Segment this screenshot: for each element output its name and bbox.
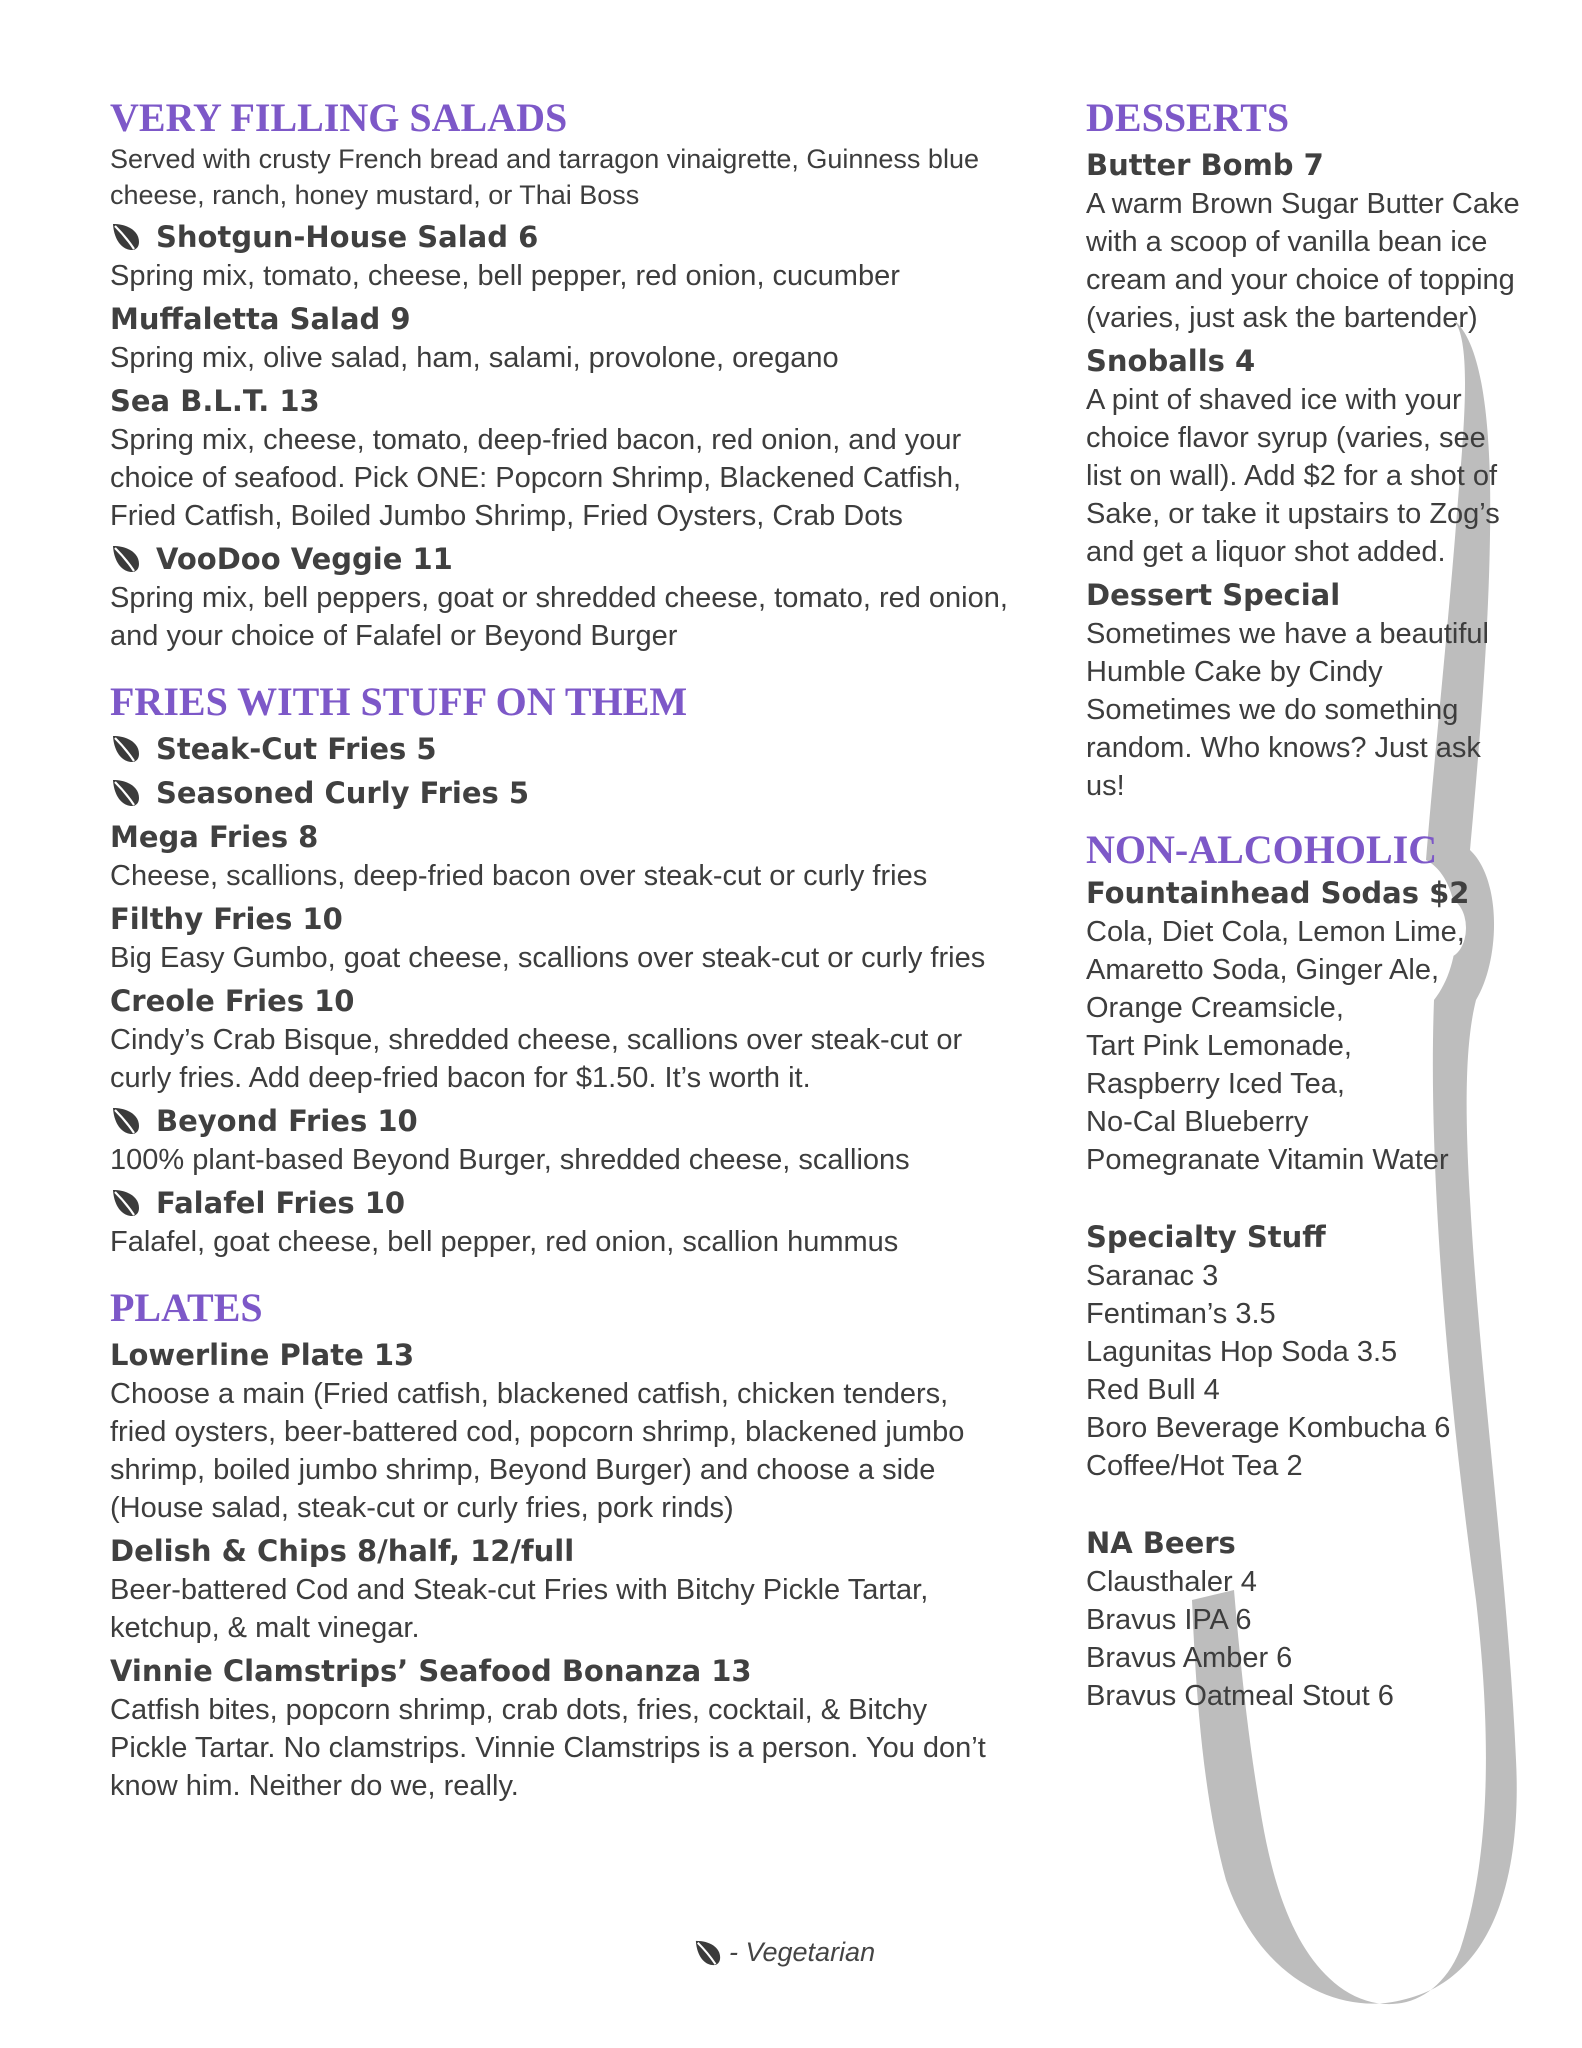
menu-item-name (110, 1183, 1010, 1223)
menu-item-name (110, 381, 1010, 421)
menu-section (110, 95, 1010, 655)
menu-item-name (110, 299, 1010, 339)
menu-item-label: Filthy Fries 10 (110, 902, 343, 936)
menu-item-label: Mega Fries 8 (110, 820, 319, 854)
dessert-description: A pint of shaved ice with your choice flavor syrup (varies, see list on wall). Add $2 for a shot of Sake, or take it upstairs to Zog’s and get a liquor shot added. (1086, 384, 1500, 568)
menu-item-label: Vinnie Clamstrips’ Seafood Bonanza 13 (110, 1654, 752, 1688)
drink-group-heading: NA Beers (1086, 1526, 1236, 1560)
dessert-name (1086, 341, 1526, 381)
spacer (1086, 1179, 1526, 1217)
leaf-icon (110, 734, 142, 764)
non-alcoholic-section (1086, 827, 1526, 1715)
drink-item: Bravus IPA 6 (1086, 1604, 1252, 1636)
legend-label: - Vegetarian (729, 1937, 876, 1967)
menu-item-description: Spring mix, tomato, cheese, bell pepper, red onion, cucumber (110, 260, 900, 292)
drink-item: Boro Beverage Kombucha 6 (1086, 1412, 1451, 1444)
menu-item-label: Lowerline Plate 13 (110, 1338, 415, 1372)
dessert-description: Sometimes we have a beautiful Humble Cake by Cindy Sometimes we do something random. Who knows? Just ask us! (1086, 618, 1489, 802)
drink-item: Lagunitas Hop Soda 3.5 (1086, 1336, 1398, 1368)
menu-item-description: Spring mix, olive salad, ham, salami, provolone, oregano (110, 342, 839, 374)
menu-item-name (110, 1335, 1010, 1375)
leaf-icon (110, 778, 142, 808)
drink-group-heading: Specialty Stuff (1086, 1220, 1326, 1254)
drink-item: Bravus Amber 6 (1086, 1642, 1293, 1674)
leaf-icon (110, 1106, 142, 1136)
menu-item-label: Falafel Fries 10 (156, 1186, 406, 1220)
desserts-section (1086, 95, 1526, 805)
menu-item-name (110, 773, 1010, 813)
section-title: VERY FILLING SALADS (110, 95, 568, 140)
menu-item-description: 100% plant-based Beyond Burger, shredded cheese, scallions (110, 1144, 910, 1176)
leaf-icon (110, 1188, 142, 1218)
menu-item-name (110, 817, 1010, 857)
drink-item: Coffee/Hot Tea 2 (1086, 1450, 1303, 1482)
menu-item-name (110, 1101, 1010, 1141)
section-title: FRIES WITH STUFF ON THEM (110, 679, 688, 724)
leaf-icon (693, 1939, 723, 1967)
menu-item-name (110, 981, 1010, 1021)
drink-item: Clausthaler 4 (1086, 1566, 1257, 1598)
menu-item-description: Spring mix, bell peppers, goat or shredded cheese, tomato, red onion, and your choice of Falafel or Beyond Burger (110, 582, 1008, 652)
menu-item-label: Sea B.L.T. 13 (110, 384, 320, 418)
menu-item-name (110, 539, 1010, 579)
menu-item-description: Big Easy Gumbo, goat cheese, scallions over steak-cut or curly fries (110, 942, 986, 974)
dessert-label: Snoballs 4 (1086, 344, 1256, 378)
menu-item-name (110, 217, 1010, 257)
menu-item-description: Beer-battered Cod and Steak-cut Fries with Bitchy Pickle Tartar, ketchup, & malt vinegar. (110, 1574, 929, 1644)
section-intro: Served with crusty French bread and tarragon vinaigrette, Guinness blue cheese, ranch, honey mustard, or Thai Boss (110, 144, 979, 210)
menu-item-description: Cheese, scallions, deep-fried bacon over steak-cut or curly fries (110, 860, 928, 892)
drink-item: Raspberry Iced Tea, (1086, 1068, 1345, 1100)
menu-item-label: VooDoo Veggie 11 (156, 542, 453, 576)
left-column (110, 95, 1010, 1805)
drink-item: Red Bull 4 (1086, 1374, 1220, 1406)
spacer (1086, 1485, 1526, 1523)
leaf-icon (110, 544, 142, 574)
right-column (1086, 95, 1526, 1715)
dessert-description: A warm Brown Sugar Butter Cake with a scoop of vanilla bean ice cream and your choice of topping (varies, just ask the bartender) (1086, 188, 1520, 334)
menu-item-description: Choose a main (Fried catfish, blackened catfish, chicken tenders, fried oysters, beer-battered cod, popcorn shrimp, blackened jumbo shrimp, boiled jumbo shrimp, Beyond Burger) and choose a side (House salad, steak-cut or curly fries, pork rinds) (110, 1378, 965, 1524)
leaf-icon (110, 222, 142, 252)
drink-item: No-Cal Blueberry (1086, 1106, 1309, 1138)
menu-item-description: Falafel, goat cheese, bell pepper, red onion, scallion hummus (110, 1226, 899, 1258)
menu-item-label: Delish & Chips 8/half, 12/full (110, 1534, 575, 1568)
dessert-name (1086, 575, 1526, 615)
menu-item-name (110, 899, 1010, 939)
section-title: PLATES (110, 1285, 263, 1330)
drink-item: Bravus Oatmeal Stout 6 (1086, 1680, 1394, 1712)
menu-item-name (110, 1531, 1010, 1571)
drink-item: Orange Creamsicle, (1086, 992, 1344, 1024)
menu-item-description: Cindy’s Crab Bisque, shredded cheese, scallions over steak-cut or curly fries. Add deep-fried bacon for $1.50. It’s worth it. (110, 1024, 963, 1094)
dessert-name (1086, 145, 1526, 185)
drink-item: Pomegranate Vitamin Water (1086, 1144, 1449, 1176)
drink-item: Amaretto Soda, Ginger Ale, (1086, 954, 1440, 986)
menu-item-name (110, 1651, 1010, 1691)
menu-section (110, 679, 1010, 1261)
section-title: DESSERTS (1086, 95, 1290, 140)
menu-item-label: Creole Fries 10 (110, 984, 355, 1018)
menu-item-label: Shotgun-House Salad 6 (156, 220, 539, 254)
section-title: NON-ALCOHOLIC (1086, 827, 1438, 872)
dessert-label: Butter Bomb 7 (1086, 148, 1324, 182)
menu-item-description: Spring mix, cheese, tomato, deep-fried bacon, red onion, and your choice of seafood. Pick ONE: Popcorn Shrimp, Blackened Catfish, Fried Catfish, Boiled Jumbo Shrimp, Fried Oysters, Crab Dots (110, 424, 962, 532)
menu-item-label: Steak-Cut Fries 5 (156, 732, 437, 766)
dessert-label: Dessert Special (1086, 578, 1341, 612)
vegetarian-legend (693, 1937, 875, 1968)
menu-item-label: Muffaletta Salad 9 (110, 302, 411, 336)
menu-section (110, 1285, 1010, 1805)
drink-item: Tart Pink Lemonade, (1086, 1030, 1352, 1062)
menu-item-label: Seasoned Curly Fries 5 (156, 776, 530, 810)
drink-item: Cola, Diet Cola, Lemon Lime, (1086, 916, 1465, 948)
menu-item-name (110, 729, 1010, 769)
drink-group-heading: Fountainhead Sodas $2 (1086, 876, 1470, 910)
drink-item: Fentiman’s 3.5 (1086, 1298, 1276, 1330)
drink-item: Saranac 3 (1086, 1260, 1219, 1292)
menu-item-label: Beyond Fries 10 (156, 1104, 418, 1138)
menu-item-description: Catfish bites, popcorn shrimp, crab dots, fries, cocktail, & Bitchy Pickle Tartar. No clamstrips. Vinnie Clamstrips is a person. You don’t know him. Neither do we, really. (110, 1694, 986, 1802)
